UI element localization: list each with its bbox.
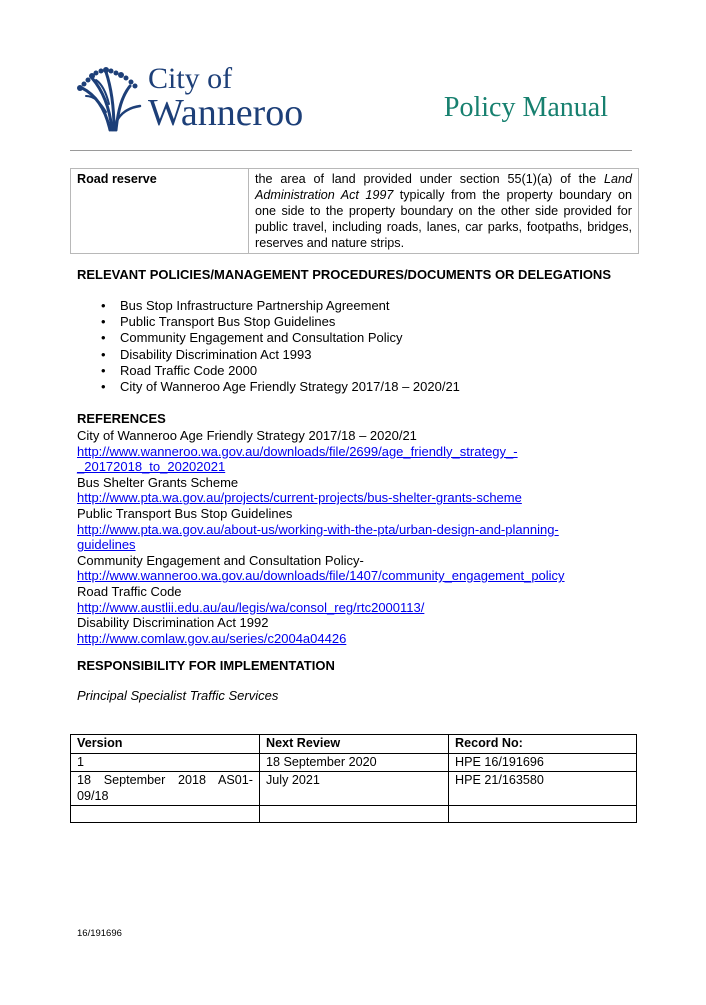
logo-city-of: City of	[148, 62, 233, 95]
list-item-text: Disability Discrimination Act 1993	[120, 346, 312, 362]
grass-tree-logo-icon	[76, 66, 146, 132]
column-header-version: Version	[71, 735, 260, 754]
column-header-next-review: Next Review	[260, 735, 449, 754]
reference-label: Road Traffic Code	[77, 583, 182, 599]
references-list	[77, 428, 637, 646]
table-cell	[71, 806, 260, 823]
bullet: •	[101, 330, 106, 346]
definition-text-before: the area of land provided under section 55(1)(a) of the	[255, 172, 604, 186]
list-item-text: Community Engagement and Consultation Policy	[120, 330, 403, 346]
logo-wanneroo: Wanneroo	[148, 92, 304, 134]
table-cell: 18 September 2018 AS01-09/18	[71, 772, 260, 806]
reference-link-continued[interactable]: guidelines	[77, 537, 136, 553]
bullet: •	[101, 314, 106, 330]
list-item-text: Bus Stop Infrastructure Partnership Agreement	[120, 298, 390, 313]
column-header-record-no: Record No:	[449, 735, 637, 754]
footer-record-code: 16/191696	[77, 928, 122, 939]
bullet: •	[101, 346, 106, 362]
definition-text	[249, 169, 639, 254]
list-item	[77, 379, 460, 395]
bullet: •	[101, 362, 106, 378]
definition-act-name: Land Administration Act 1997	[255, 172, 632, 202]
version-table	[70, 734, 637, 823]
table-cell	[449, 806, 637, 823]
definition-table	[70, 168, 639, 254]
list-item	[77, 347, 460, 363]
reference-link[interactable]: http://www.wanneroo.wa.gov.au/downloads/file/2699/age_friendly_strategy_-	[77, 443, 518, 459]
table-cell: July 2021	[260, 772, 449, 806]
responsibility-heading: RESPONSIBILITY FOR IMPLEMENTATION	[77, 658, 335, 673]
reference-link[interactable]: http://www.pta.wa.gov.au/about-us/working-with-the-pta/urban-design-and-planning-	[77, 521, 559, 537]
reference-link[interactable]: http://www.comlaw.gov.au/series/c2004a04426	[77, 630, 347, 646]
table-cell: HPE 16/191696	[449, 753, 637, 772]
table-header-row	[71, 735, 637, 754]
list-item	[77, 330, 460, 346]
table-cell: HPE 21/163580	[449, 772, 637, 806]
responsibility-text: Principal Specialist Traffic Services	[77, 688, 279, 703]
list-item	[77, 363, 460, 379]
reference-label: Community Engagement and Consultation Policy-	[77, 552, 364, 568]
reference-link[interactable]: http://www.pta.wa.gov.au/projects/current-projects/bus-shelter-grants-scheme	[77, 490, 522, 506]
reference-link[interactable]: http://www.austlii.edu.au/au/legis/wa/consol_reg/rtc2000113/	[77, 599, 425, 615]
reference-link-continued[interactable]: _20172018_to_20202021	[77, 459, 226, 475]
list-item	[77, 298, 460, 314]
policy-manual-title: Policy Manual	[443, 92, 608, 123]
table-row	[71, 772, 637, 806]
references-heading: REFERENCES	[77, 411, 166, 426]
table-row	[71, 753, 637, 772]
list-item-text: Road Traffic Code 2000	[120, 362, 258, 378]
list-item	[77, 314, 460, 330]
definition-text-after: typically from the property boundary on one side to the property boundary on the other side provided for public travel, including roads, lanes, car parks, footpaths, bridges, reserves and nature strips.	[255, 188, 632, 250]
header-divider	[70, 150, 632, 151]
reference-label: City of Wanneroo Age Friendly Strategy 2017/18 – 2020/21	[77, 428, 417, 443]
table-row	[71, 806, 637, 823]
relevant-policies-heading: RELEVANT POLICIES/MANAGEMENT PROCEDURES/DOCUMENTS OR DELEGATIONS	[77, 267, 611, 282]
reference-link[interactable]: http://www.wanneroo.wa.gov.au/downloads/file/1407/community_engagement_policy	[77, 568, 565, 584]
reference-label: Disability Discrimination Act 1992	[77, 615, 269, 631]
city-of-wanneroo-logo	[76, 62, 326, 134]
reference-label: Bus Shelter Grants Scheme	[77, 474, 239, 490]
definition-row	[71, 169, 639, 254]
bullet: •	[101, 298, 106, 313]
list-item-text: Public Transport Bus Stop Guidelines	[120, 314, 336, 330]
table-cell	[260, 806, 449, 823]
table-cell: 1	[71, 753, 260, 772]
definition-term: Road reserve	[71, 169, 249, 254]
list-item-text: City of Wanneroo Age Friendly Strategy 2017/18 – 2020/21	[120, 378, 460, 394]
relevant-policies-list	[77, 298, 460, 395]
reference-label: Public Transport Bus Stop Guidelines	[77, 505, 293, 521]
table-cell: 18 September 2020	[260, 753, 449, 772]
bullet: •	[101, 378, 106, 394]
